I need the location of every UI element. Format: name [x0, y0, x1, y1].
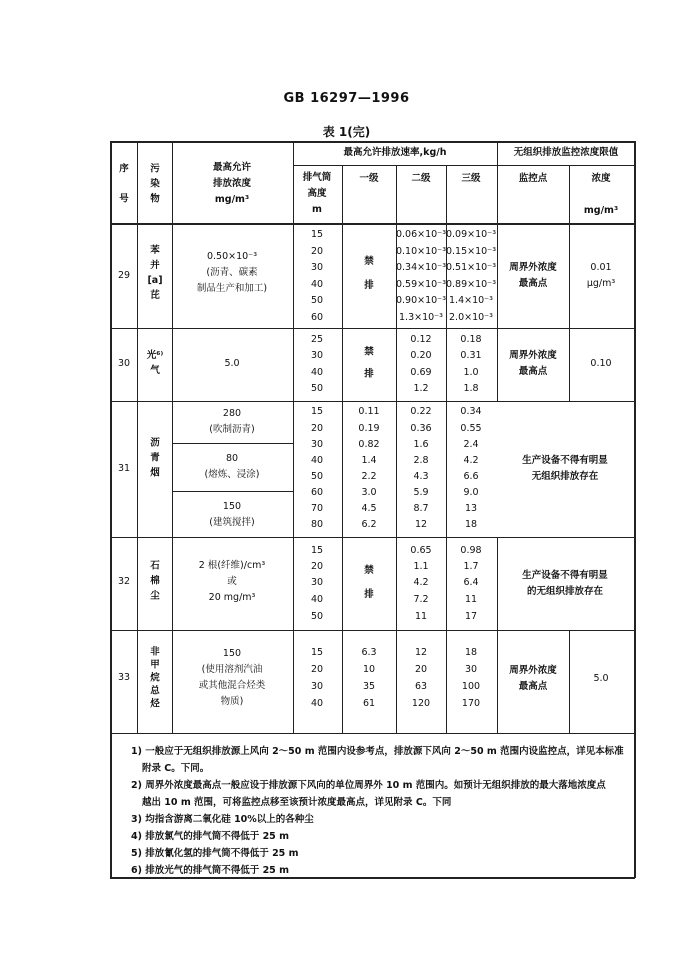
row29-grade2: 0.34×10⁻³	[395, 262, 447, 273]
row32-grade2: 0.65	[410, 545, 432, 556]
row30-height: 25	[310, 334, 324, 345]
row32-pollutant: 石 棉 尘	[150, 560, 160, 602]
row32-grade2: 11	[414, 611, 428, 622]
row31-grade1: 0.11	[358, 406, 380, 417]
row31-grade2: 0.22	[410, 406, 432, 417]
row32-height: 30	[310, 577, 324, 588]
row30-pollutant: 光⁶⁾ 气	[146, 350, 164, 376]
row33-seq: 33	[117, 672, 131, 683]
col-rule	[293, 141, 294, 733]
row31-grade3: 13	[464, 503, 478, 514]
row31-height: 15	[310, 406, 324, 417]
header-max-rate: 最高允许排放速率,kg/h	[343, 147, 447, 158]
row33-grade3: 170	[461, 698, 481, 709]
row32-grade3: 17	[464, 611, 478, 622]
row31-grade2: 8.7	[413, 503, 429, 514]
row-rule	[110, 630, 635, 631]
row32-height: 50	[310, 611, 324, 622]
row30-limit: 0.10	[590, 358, 612, 369]
header-max-conc: 最高允许 排放浓度 mg/m³	[212, 162, 252, 205]
row31-grade2: 4.3	[413, 471, 429, 482]
header-conc-unit: mg/m³	[583, 205, 619, 216]
row31-grade3: 0.55	[460, 423, 482, 434]
row31-grade3: 0.34	[460, 406, 482, 417]
row32-height: 15	[310, 545, 324, 556]
col-rule	[497, 537, 498, 630]
table-border-bottom	[110, 877, 635, 879]
header-stack-height: 排气筒 高度 m	[302, 172, 332, 215]
row29-monitor-point: 周界外浓度 最高点	[509, 262, 557, 289]
table-border-right	[634, 141, 636, 878]
footnote: 6) 排放光气的排气筒不得低于 25 m	[131, 865, 289, 876]
header-seq: 序 号	[119, 163, 129, 205]
row30-grade2: 1.2	[413, 383, 429, 394]
row32-fugitive-note: 生产设备不得有明显 的无组织排放存在	[522, 570, 608, 597]
row31-grade3: 4.2	[463, 455, 479, 466]
row33-grade2: 12	[414, 647, 428, 658]
row29-grade1: 禁 排	[364, 256, 374, 291]
header-fugitive: 无组织排放监控浓度限值	[513, 147, 619, 158]
row33-conc: 150 (使用溶剂汽油 或其他混合烃类 物质)	[198, 648, 266, 707]
table-border-left	[110, 141, 112, 878]
col-rule	[497, 141, 498, 328]
row31-conc-smelting: 80 (熔炼、浸涂)	[204, 453, 260, 480]
row30-height: 50	[310, 383, 324, 394]
row31-conc-blown: 280 (吹制沥青)	[209, 408, 255, 435]
row29-grade2: 0.59×10⁻³	[395, 279, 447, 290]
row31-height: 20	[310, 423, 324, 434]
header-grade3: 三级	[461, 173, 481, 184]
col-rule	[497, 630, 498, 733]
row31-grade2: 0.36	[410, 423, 432, 434]
row30-height: 30	[310, 350, 324, 361]
row31-grade1: 0.82	[358, 439, 380, 450]
row30-grade3: 1.0	[463, 367, 479, 378]
row33-grade3: 18	[464, 647, 478, 658]
footnote: 附录 C。下同。	[142, 763, 210, 774]
row31-height: 60	[310, 487, 324, 498]
row29-grade2: 0.90×10⁻³	[395, 295, 447, 306]
row30-grade2: 0.20	[410, 350, 432, 361]
row30-conc: 5.0	[224, 358, 240, 369]
row31-grade1: 0.19	[358, 423, 380, 434]
row32-grade3: 1.7	[463, 561, 479, 572]
row32-seq: 32	[117, 576, 131, 587]
row30-grade3: 0.18	[460, 334, 482, 345]
row31-grade2: 1.6	[413, 439, 429, 450]
row30-seq: 30	[117, 358, 131, 369]
row29-height: 30	[310, 262, 324, 273]
header-split-rule	[293, 165, 635, 166]
row29-conc: 0.50×10⁻³ (沥青、碳素 制品生产和加工)	[196, 251, 268, 294]
row31-height: 50	[310, 471, 324, 482]
row33-height: 15	[310, 647, 324, 658]
row-rule	[110, 733, 635, 734]
row33-height: 30	[310, 681, 324, 692]
row31-height: 40	[310, 455, 324, 466]
row31-pollutant: 沥 青 烟	[150, 437, 160, 479]
row30-grade3: 0.31	[460, 350, 482, 361]
row33-grade3: 100	[461, 681, 481, 692]
col-rule	[569, 165, 570, 401]
row29-height: 50	[310, 295, 324, 306]
row33-grade2: 120	[411, 698, 431, 709]
row33-limit: 5.0	[593, 673, 609, 684]
data-table	[110, 141, 635, 878]
row31-grade2: 5.9	[413, 487, 429, 498]
row29-grade2: 1.3×10⁻³	[399, 312, 443, 323]
row33-grade1: 35	[362, 681, 376, 692]
row30-height: 40	[310, 367, 324, 378]
row30-monitor-point: 周界外浓度 最高点	[509, 350, 557, 377]
row29-grade2: 0.10×10⁻³	[395, 246, 447, 257]
row-rule	[110, 401, 635, 402]
row29-seq: 29	[117, 270, 131, 281]
row31-height: 30	[310, 439, 324, 450]
row32-conc: 2 根(纤维)/cm³ 或 20 mg/m³	[198, 560, 266, 603]
row29-grade3: 0.89×10⁻³	[445, 279, 497, 290]
row31-grade3: 9.0	[463, 487, 479, 498]
row31-grade1: 3.0	[361, 487, 377, 498]
row31-grade1: 4.5	[361, 503, 377, 514]
row29-grade3: 1.4×10⁻³	[449, 295, 493, 306]
row33-height: 20	[310, 664, 324, 675]
table-border-top	[110, 141, 635, 143]
row-rule	[110, 328, 635, 329]
row29-limit: 0.01 μg/m³	[586, 262, 616, 289]
row29-grade2: 0.06×10⁻³	[395, 229, 447, 240]
row32-height: 40	[310, 594, 324, 605]
row33-monitor-point: 周界外浓度 最高点	[509, 665, 557, 692]
row-rule	[110, 537, 635, 538]
row29-grade3: 0.15×10⁻³	[445, 246, 497, 257]
row29-pollutant: 苯 并 [a] 芘	[147, 245, 163, 301]
row33-pollutant: 非 甲 烷 总 烃	[150, 646, 160, 710]
row30-grade2: 0.12	[410, 334, 432, 345]
row31-grade3: 2.4	[463, 439, 479, 450]
row31-grade1: 2.2	[361, 471, 377, 482]
row33-grade1: 61	[362, 698, 376, 709]
row31-grade2: 12	[414, 519, 428, 530]
header-bottom-rule	[110, 223, 635, 225]
row32-height: 20	[310, 561, 324, 572]
col-rule	[497, 328, 498, 401]
header-monitor-point: 监控点	[518, 173, 548, 184]
row30-grade2: 0.69	[410, 367, 432, 378]
footnote: 2) 周界外浓度最高点一般应设于排放源下风向的单位周界外 10 m 范围内。如预计无组织排放的最大落地浓度点	[131, 780, 606, 791]
row29-height: 20	[310, 246, 324, 257]
row33-grade1: 6.3	[361, 647, 377, 658]
footnote: 越出 10 m 范围，可将监控点移至该预计浓度最高点，详见附录 C。下同	[142, 797, 452, 808]
row32-grade2: 4.2	[413, 577, 429, 588]
row30-grade1: 禁 排	[364, 346, 374, 380]
table-title: 表 1(完)	[322, 125, 371, 139]
row32-grade2: 1.1	[413, 561, 429, 572]
row33-grade3: 30	[464, 664, 478, 675]
row29-grade3: 0.51×10⁻³	[445, 262, 497, 273]
row31-grade3: 6.6	[463, 471, 479, 482]
row31-seq: 31	[117, 463, 131, 474]
sub-rule	[172, 491, 293, 492]
row29-height: 40	[310, 279, 324, 290]
footnote: 5) 排放氰化氢的排气筒不得低于 25 m	[131, 848, 299, 859]
row32-grade1: 禁 排	[364, 565, 374, 600]
header-concentration: 浓度	[591, 173, 611, 184]
row30-grade3: 1.8	[463, 383, 479, 394]
sub-rule	[172, 443, 293, 444]
row31-height: 80	[310, 519, 324, 530]
row31-fugitive-note: 生产设备不得有明显 无组织排放存在	[522, 455, 608, 482]
standard-number: GB 16297—1996	[283, 91, 410, 106]
row33-grade2: 20	[414, 664, 428, 675]
row33-height: 40	[310, 698, 324, 709]
col-rule	[172, 141, 173, 733]
row29-grade3: 2.0×10⁻³	[449, 312, 493, 323]
row29-grade3: 0.09×10⁻³	[445, 229, 497, 240]
header-grade2: 二级	[411, 173, 431, 184]
col-rule	[342, 165, 343, 733]
header-pollutant: 污 染 物	[150, 163, 160, 205]
row31-grade1: 1.4	[361, 455, 377, 466]
row32-grade2: 7.2	[413, 594, 429, 605]
row29-height: 15	[310, 229, 324, 240]
row31-grade3: 18	[464, 519, 478, 530]
row32-grade3: 11	[464, 594, 478, 605]
footnote: 4) 排放氯气的排气筒不得低于 25 m	[131, 831, 289, 842]
row31-height: 70	[310, 503, 324, 514]
row33-grade2: 63	[414, 681, 428, 692]
col-rule	[137, 141, 138, 733]
footnote: 3) 均指含游离二氧化硅 10%以上的各种尘	[131, 814, 314, 825]
row29-height: 60	[310, 312, 324, 323]
row31-grade1: 6.2	[361, 519, 377, 530]
footnote: 1) 一般应于无组织排放源上风向 2～50 m 范围内设参考点，排放源下风向 2～50 m 范围内设监控点，详见本标准	[131, 746, 624, 757]
row32-grade3: 6.4	[463, 577, 479, 588]
row31-conc-building: 150 (建筑搅拌)	[209, 501, 255, 528]
row33-grade1: 10	[362, 664, 376, 675]
header-grade1: 一级	[359, 173, 379, 184]
col-rule	[569, 630, 570, 733]
row32-grade3: 0.98	[460, 545, 482, 556]
row31-grade2: 2.8	[413, 455, 429, 466]
